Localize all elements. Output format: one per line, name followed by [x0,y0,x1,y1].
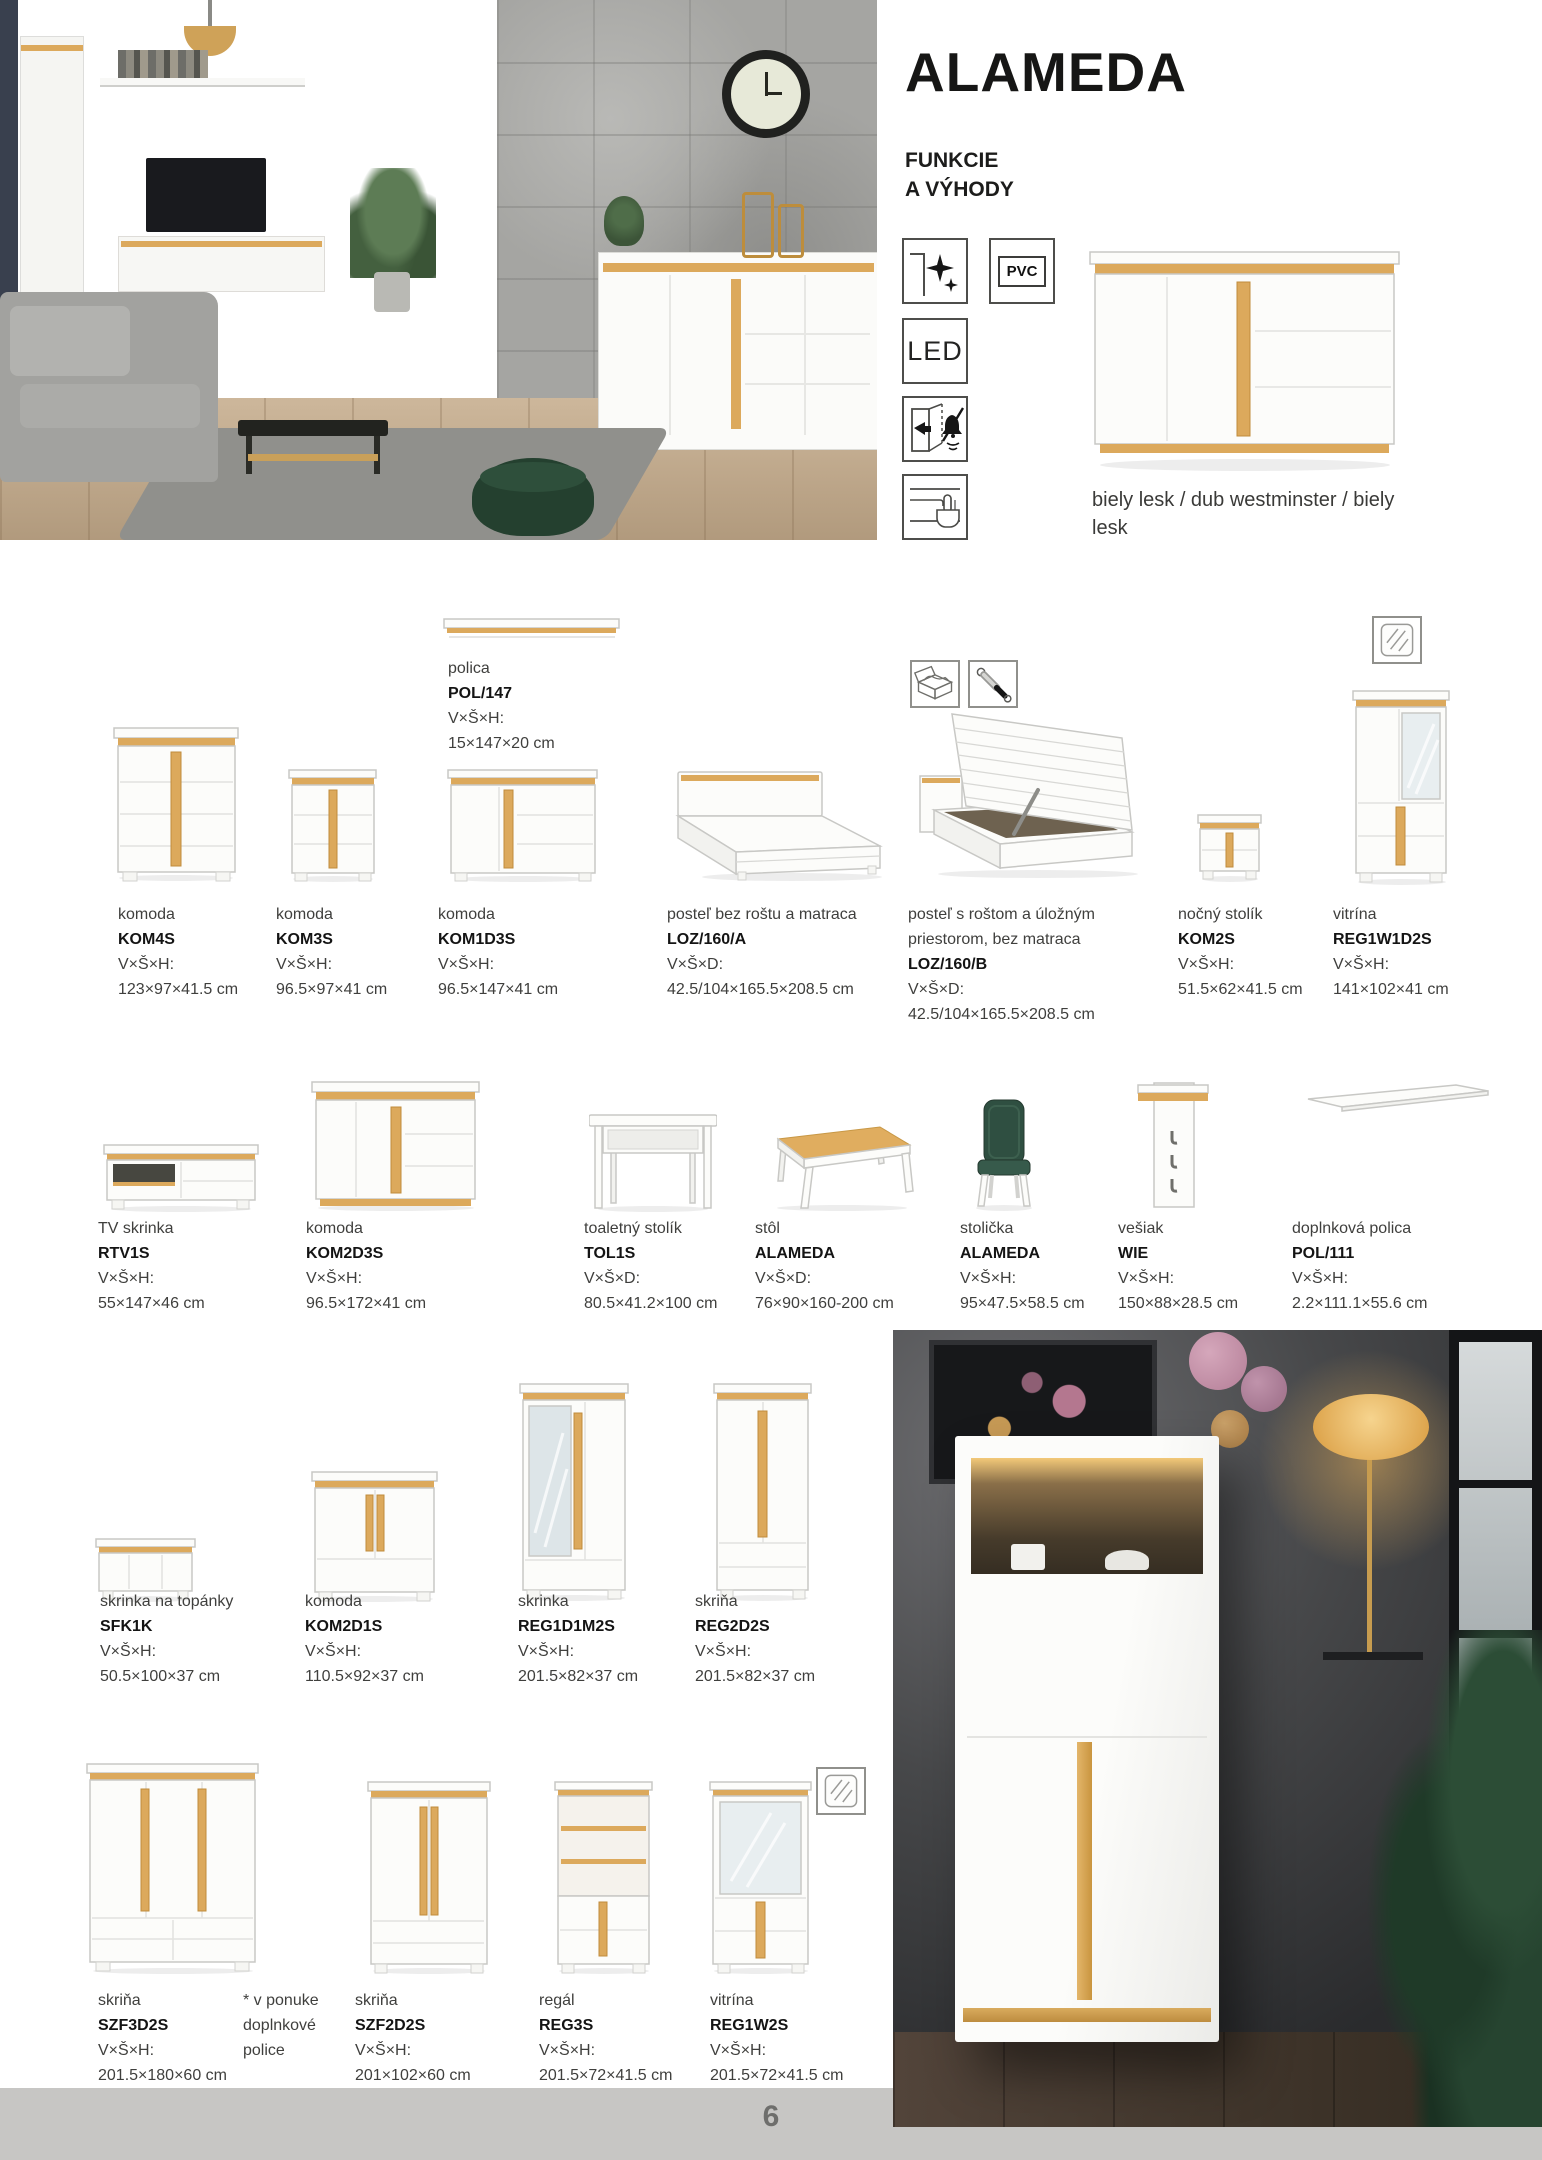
pvc-icon [998,256,1047,287]
product-dims: 50.5×100×37 cm [100,1668,221,1685]
product-code: KOM2D1S [305,1618,383,1635]
product-label-kom3s [276,902,436,1002]
wie-coatrack-image [1130,1081,1216,1211]
gloss-icon [904,240,966,302]
reg3s-image [554,1781,654,1975]
product-dims-label: V×Š×H: [276,956,333,973]
lamp-shade [1313,1394,1429,1460]
product-code: REG1W1D2S [1333,931,1432,948]
coffee-table [238,420,388,436]
monstera-plant [1363,1630,1542,2127]
feature-silent-close [902,396,968,462]
rtv1s-image [103,1144,260,1212]
page-number: 6 [762,2100,780,2133]
wall-clock [722,50,810,138]
note-additional-shelves: * v ponuke doplnkové police [243,1992,319,2059]
collection-title: ALAMEDA [905,41,1187,103]
product-code: RTV1S [98,1245,150,1262]
product-code: SZF3D2S [98,2017,169,2034]
sofa [0,292,218,482]
product-code: POL/111 [1292,1245,1355,1262]
product-dims-label: V×Š×D: [584,1270,641,1287]
product-dims-label: V×Š×H: [960,1270,1017,1287]
product-label-szf2d2s [355,1988,525,2088]
kom1d3s-image [447,769,599,882]
product-code: KOM3S [276,931,333,948]
hero-sideboard-image [1089,251,1401,475]
product-dims: 150×88×28.5 cm [1118,1295,1239,1312]
feature-led [902,318,968,384]
product-dims-label: V×Š×H: [355,2042,412,2059]
product-label-stolicka-alameda [960,1216,1130,1316]
product-dims-label: V×Š×H: [98,2042,155,2059]
reg1d1m2s-image [519,1383,630,1603]
product-code: POL/147 [448,685,513,702]
plant-small [604,196,644,246]
product-type: skriňa [98,1992,141,2009]
product-dims-label: V×Š×H: [98,1270,155,1287]
pol111-image [1306,1083,1490,1113]
product-dims: 201.5×72×41.5 cm [539,2067,673,2084]
product-dims-label: V×Š×D: [667,956,724,973]
product-code: REG1D1M2S [518,1618,615,1635]
product-label-reg3s [539,1988,729,2088]
product-dims: 51.5×62×41.5 cm [1178,981,1303,998]
product-type: komoda [276,906,333,923]
balloon [1189,1332,1247,1390]
table-image [764,1123,914,1212]
storage-box-icon [910,660,960,708]
product-dims-label: V×Š×H: [695,1643,752,1660]
product-dims: 42.5/104×165.5×208.5 cm [908,1006,1095,1023]
tol1s-image [589,1109,717,1212]
product-dims: 2.2×111.1×55.6 cm [1292,1295,1428,1312]
product-type: skrinka [518,1593,569,1610]
product-type: stolička [960,1220,1014,1237]
product-label-pol111 [1292,1216,1482,1316]
feature-gloss [902,238,968,304]
wood-handle [1077,1742,1092,2000]
reg1w2s-image [709,1781,813,1975]
product-type: regál [539,1992,575,2009]
product-type: posteľ bez roštu a matraca [667,906,857,923]
tv-screen [146,158,266,232]
subtitle-line2: A VÝHODY [905,178,1014,201]
product-code: KOM4S [118,931,175,948]
reg2d2s-image [713,1383,813,1603]
product-label-kom4s [118,902,278,1002]
product-type: skrinka na topánky [100,1593,234,1610]
product-code: WIE [1118,1245,1149,1262]
product-type: TV skrinka [98,1220,174,1237]
dishes [1011,1544,1045,1570]
product-code: REG3S [539,2017,594,2034]
led-niche [971,1458,1203,1574]
product-dims-label: V×Š×H: [710,2042,767,2059]
product-dims: 201.5×82×37 cm [695,1668,816,1685]
product-dims: 96.5×97×41 cm [276,981,388,998]
product-type: vitrína [710,1992,754,2009]
product-dims-label: V×Š×H: [100,1643,157,1660]
product-dims-label: V×Š×H: [306,1270,363,1287]
product-dims: 201.5×180×60 cm [98,2067,227,2084]
product-dims: 95×47.5×58.5 cm [960,1295,1085,1312]
product-code: TOL1S [584,1245,636,1262]
plant-pot [374,272,410,312]
reg1w1d2s-image [1352,690,1451,886]
pendant-cord [208,0,212,28]
product-dims: 110.5×92×37 cm [305,1668,424,1685]
chair-image [968,1098,1040,1212]
product-type: vešiak [1118,1220,1164,1237]
product-code: ALAMEDA [755,1245,835,1262]
tv-bench [118,236,325,292]
highboard-cabinet [955,1436,1219,2042]
plant [350,168,436,278]
product-dims-label: V×Š×H: [305,1643,362,1660]
product-code: KOM2S [1178,931,1235,948]
bowl [1105,1550,1149,1570]
product-label-reg1d1m2s [518,1589,698,1689]
product-dims-label: V×Š×H: [539,2042,596,2059]
feature-push-to-open [902,474,968,540]
product-type: vitrína [1333,906,1377,923]
product-code: KOM1D3S [438,931,516,948]
feature-pvc [989,238,1055,304]
lantern [742,192,774,258]
product-type: komoda [438,906,495,923]
product-dims-label: V×Š×H: [1118,1270,1175,1287]
product-dims: 141×102×41 cm [1333,981,1449,998]
glass-icon [1372,616,1422,664]
led-icon: LED [907,335,963,366]
product-dims: 15×147×20 cm [448,735,555,752]
product-type: skriňa [695,1593,738,1610]
product-code: LOZ/160/A [667,931,747,948]
loz160a-image [672,770,886,882]
product-dims-label: V×Š×H: [1178,956,1235,973]
product-dims: 96.5×147×41 cm [438,981,559,998]
product-type: posteľ s roštom a úložným priestorom, bez matraca [908,906,1095,948]
product-dims: 42.5/104×165.5×208.5 cm [667,981,854,998]
kom2d3s-image [311,1081,481,1212]
photo-sideboard [598,252,877,450]
product-label-kom1d3s [438,902,608,1002]
highboard-room-photo [893,1330,1542,2127]
product-label-tol1s [584,1216,764,1316]
product-type: polica [448,660,490,677]
product-label-kom2d1s [305,1589,485,1689]
product-type: komoda [305,1593,362,1610]
product-type: komoda [306,1220,363,1237]
product-dims: 123×97×41.5 cm [118,981,239,998]
product-dims-label: V×Š×H: [438,956,495,973]
gas-lift-icon [968,660,1018,708]
wall-unit-cabinet [20,36,84,304]
product-code: ALAMEDA [960,1245,1040,1262]
product-type: doplnková polica [1292,1220,1412,1237]
product-type: komoda [118,906,175,923]
product-code: REG2D2S [695,1618,770,1635]
product-label-reg2d2s [695,1589,875,1689]
product-code: REG1W2S [710,2017,789,2034]
product-code: KOM2D3S [306,1245,384,1262]
szf3d2s-image [86,1763,260,1975]
product-code: SZF2D2S [355,2017,426,2034]
living-room-photo [0,0,877,540]
product-label-wie [1118,1216,1278,1316]
product-dims-label: V×Š×H: [518,1643,575,1660]
kom2d1s-image [311,1471,439,1603]
product-label-kom2s [1178,902,1328,1002]
product-code: LOZ/160/B [908,956,988,973]
product-label-loz160a [667,902,882,1002]
kom2s-image [1197,814,1263,882]
plinth [963,2008,1211,2022]
product-type: skriňa [355,1992,398,2009]
product-dims-label: V×Š×H: [1292,1270,1349,1287]
product-label-pol147 [448,656,608,756]
pvc-label: PVC [1006,262,1038,280]
product-label-reg1w2s [710,1988,900,2088]
product-dims: 201.5×72×41.5 cm [710,2067,844,2084]
szf2d2s-image [367,1781,492,1975]
wall-shelf [100,78,305,85]
product-label-stol-alameda [755,1216,930,1316]
subtitle [905,146,1014,204]
kom4s-image [113,727,240,882]
product-code: SFK1K [100,1618,153,1635]
product-label-reg1w1d2s [1333,902,1513,1002]
product-dims-label: V×Š×H: [1333,956,1390,973]
finish-description: biely lesk / dub westminster / biely lesk [1092,489,1395,539]
product-dims-label: V×Š×D: [755,1270,812,1287]
product-dims: 201×102×60 cm [355,2067,471,2084]
product-type: toaletný stolík [584,1220,682,1237]
push-to-open-icon [904,476,966,538]
product-dims-label: V×Š×D: [908,981,965,998]
subtitle-line1: FUNKCIE [905,149,999,172]
product-label-rtv1s [98,1216,268,1316]
product-label-sfk1k [100,1589,290,1689]
product-dims: 80.5×41.2×100 cm [584,1295,718,1312]
product-dims-label: V×Š×H: [448,710,505,727]
glass-icon [816,1767,866,1815]
product-dims: 201.5×82×37 cm [518,1668,639,1685]
product-type: nočný stolík [1178,906,1263,923]
lamp-stem [1367,1458,1372,1654]
product-dims: 55×147×46 cm [98,1295,205,1312]
product-type: stôl [755,1220,780,1237]
green-pouf [472,458,594,536]
kom3s-image [288,769,378,882]
books [118,50,208,78]
pol147-image [443,607,621,643]
product-dims: 96.5×172×41 cm [306,1295,427,1312]
product-label-kom2d3s [306,1216,486,1316]
product-dims: 76×90×160-200 cm [755,1295,894,1312]
product-dims-label: V×Š×H: [118,956,175,973]
product-label-loz160b [908,902,1126,1027]
lantern-small [778,204,804,258]
loz160b-image [918,706,1148,882]
silent-close-icon [904,399,966,459]
